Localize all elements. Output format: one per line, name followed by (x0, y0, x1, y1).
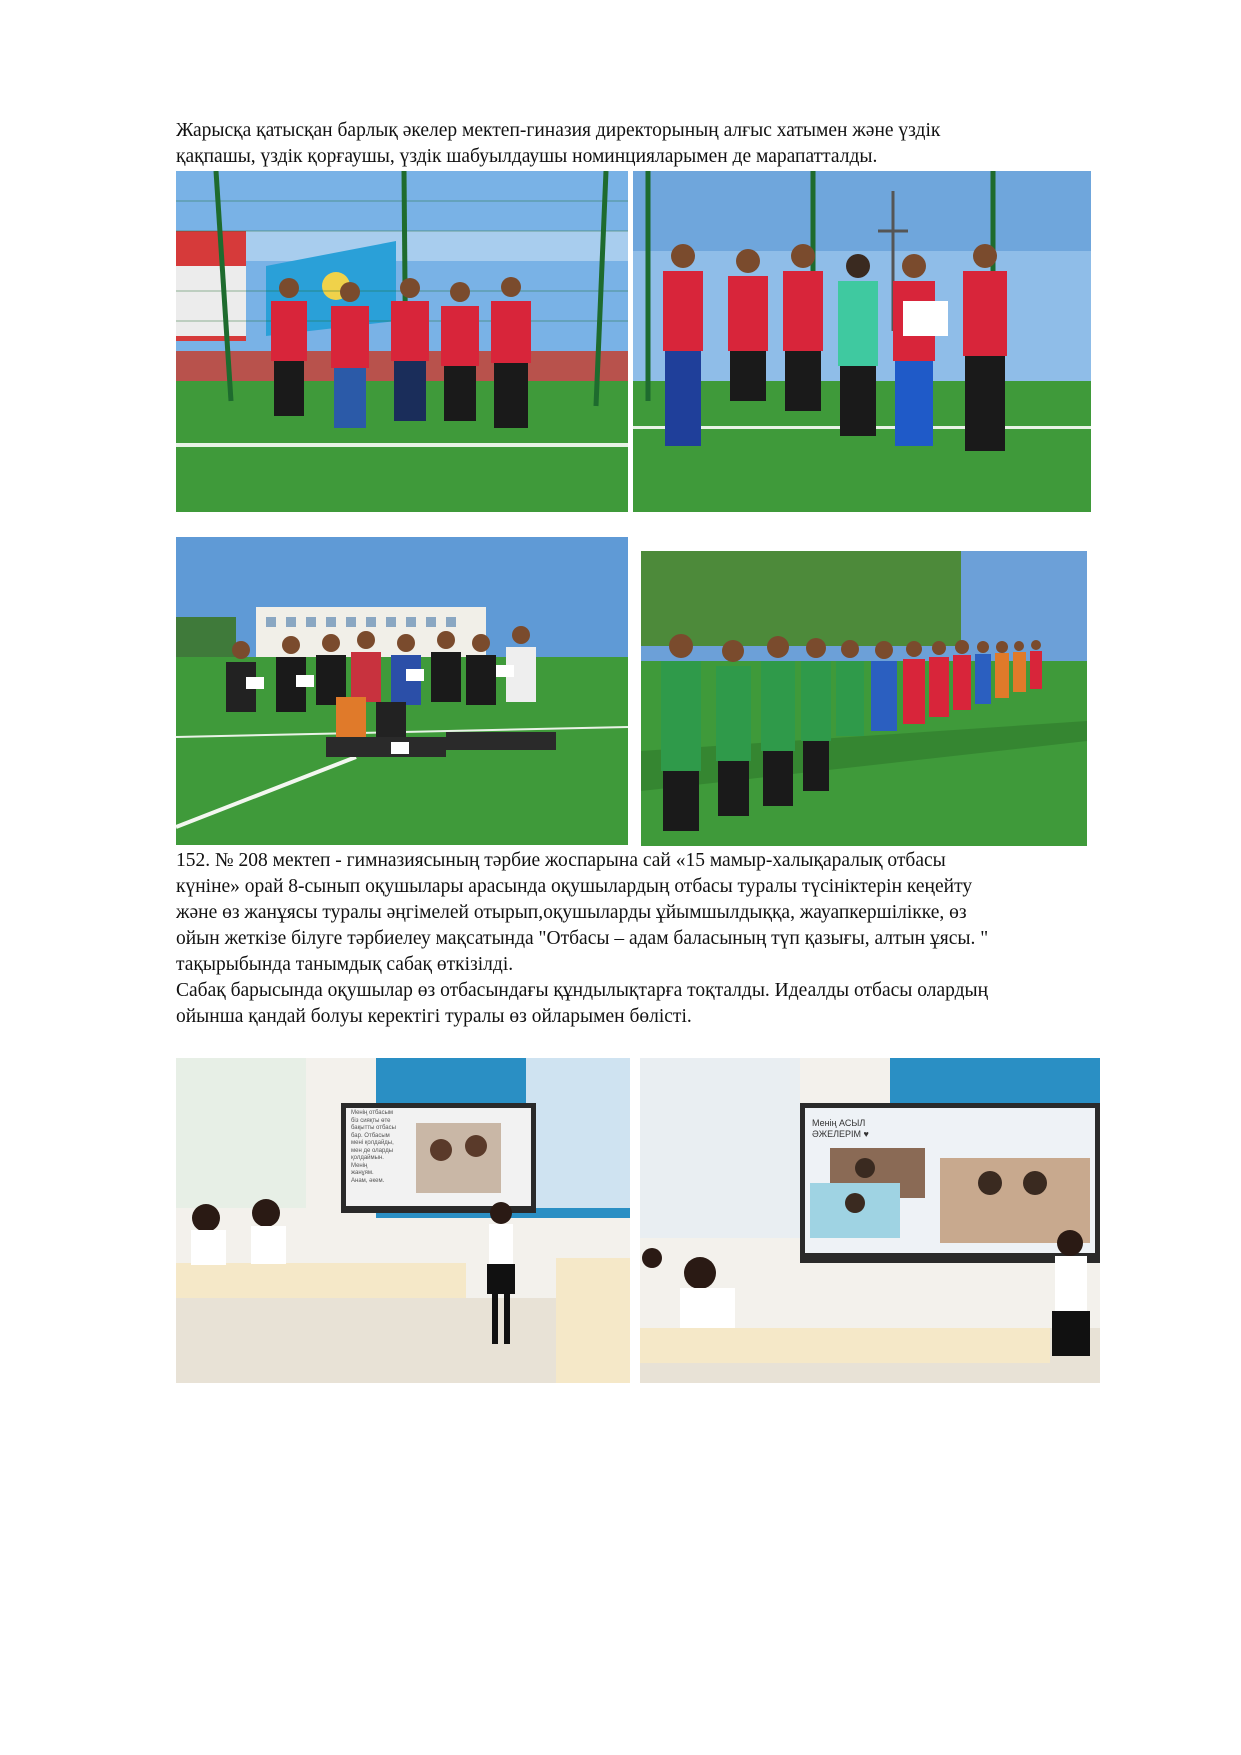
screen-text-line: жанұям. (351, 1170, 374, 1176)
screen-text-line: Менің АСЫЛ (812, 1118, 866, 1128)
intro-paragraph (176, 118, 940, 170)
screen-text-line: ӘЖЕЛЕРІМ ♥ (812, 1129, 869, 1139)
screen-text-line: қолдаймын. (351, 1155, 384, 1161)
presentation-screen-title (812, 1118, 869, 1140)
screen-text-line: бақытты отбасы (351, 1125, 396, 1131)
text-line: ойын жеткізе білуге тәрбиелеу мақсатында "Отбасы – адам баласының түп қазығы, алтын ұясы. " (176, 928, 989, 949)
photo-icon (176, 1058, 630, 1383)
screen-text-line: мені қолдайды, (351, 1140, 394, 1146)
text-line: тақырыбында танымдық сабақ өткізілді. (176, 954, 514, 975)
photo-icon (640, 1058, 1100, 1383)
screen-text-line: бар. Отбасым (351, 1132, 390, 1139)
photo-teams-lineup (641, 551, 1087, 846)
lesson-paragraph (176, 848, 988, 1030)
screen-text-line: Менің отбасым (351, 1110, 394, 1116)
screen-text-line: біз сияқты өте (351, 1117, 391, 1124)
text-line: Сабақ барысында оқушылар өз отбасындағы құндылықтарға тоқталды. Идеалды отбасы олардың (176, 980, 989, 1001)
photo-football-team-flag (176, 171, 628, 512)
photo-classroom-presentation-1 (176, 1058, 630, 1383)
photo-classroom-presentation-2 (640, 1058, 1100, 1383)
presentation-screen-text (351, 1110, 416, 1185)
photo-icon (176, 171, 628, 512)
text-line: қақпашы, үздік қорғаушы, үздік шабуылдаушы номинцияларымен де марапатталды. (176, 146, 878, 167)
photo-icon (641, 551, 1087, 846)
text-line: күніне» орай 8-сынып оқушылары арасында оқушылардың отбасы туралы түсініктерін кеңейту (176, 876, 973, 897)
screen-text-line: Менің (351, 1162, 368, 1169)
photo-group-certificates (176, 537, 628, 845)
text-line: 152. № 208 мектеп - гимназиясының тәрбие жоспарына сай «15 мамыр-халықаралық отбасы (176, 850, 946, 871)
text-line: және өз жанұясы туралы әңгімелей отырып,оқушыларды ұйымшылдыққа, жауапкершілікке, өз (176, 902, 967, 923)
text-line: Жарысқа қатысқан барлық әкелер мектеп-гиназия директорының алғыс хатымен және үздік (176, 120, 941, 141)
text-line: ойынша қандай болуы керектігі туралы өз ойларымен бөлісті. (176, 1006, 692, 1027)
photo-football-team-director (633, 171, 1091, 512)
photo-icon (176, 537, 628, 845)
photo-icon (633, 171, 1091, 512)
screen-text-line: мен де оларды (351, 1147, 394, 1154)
screen-text-line: Анам, әкем. (351, 1177, 385, 1184)
